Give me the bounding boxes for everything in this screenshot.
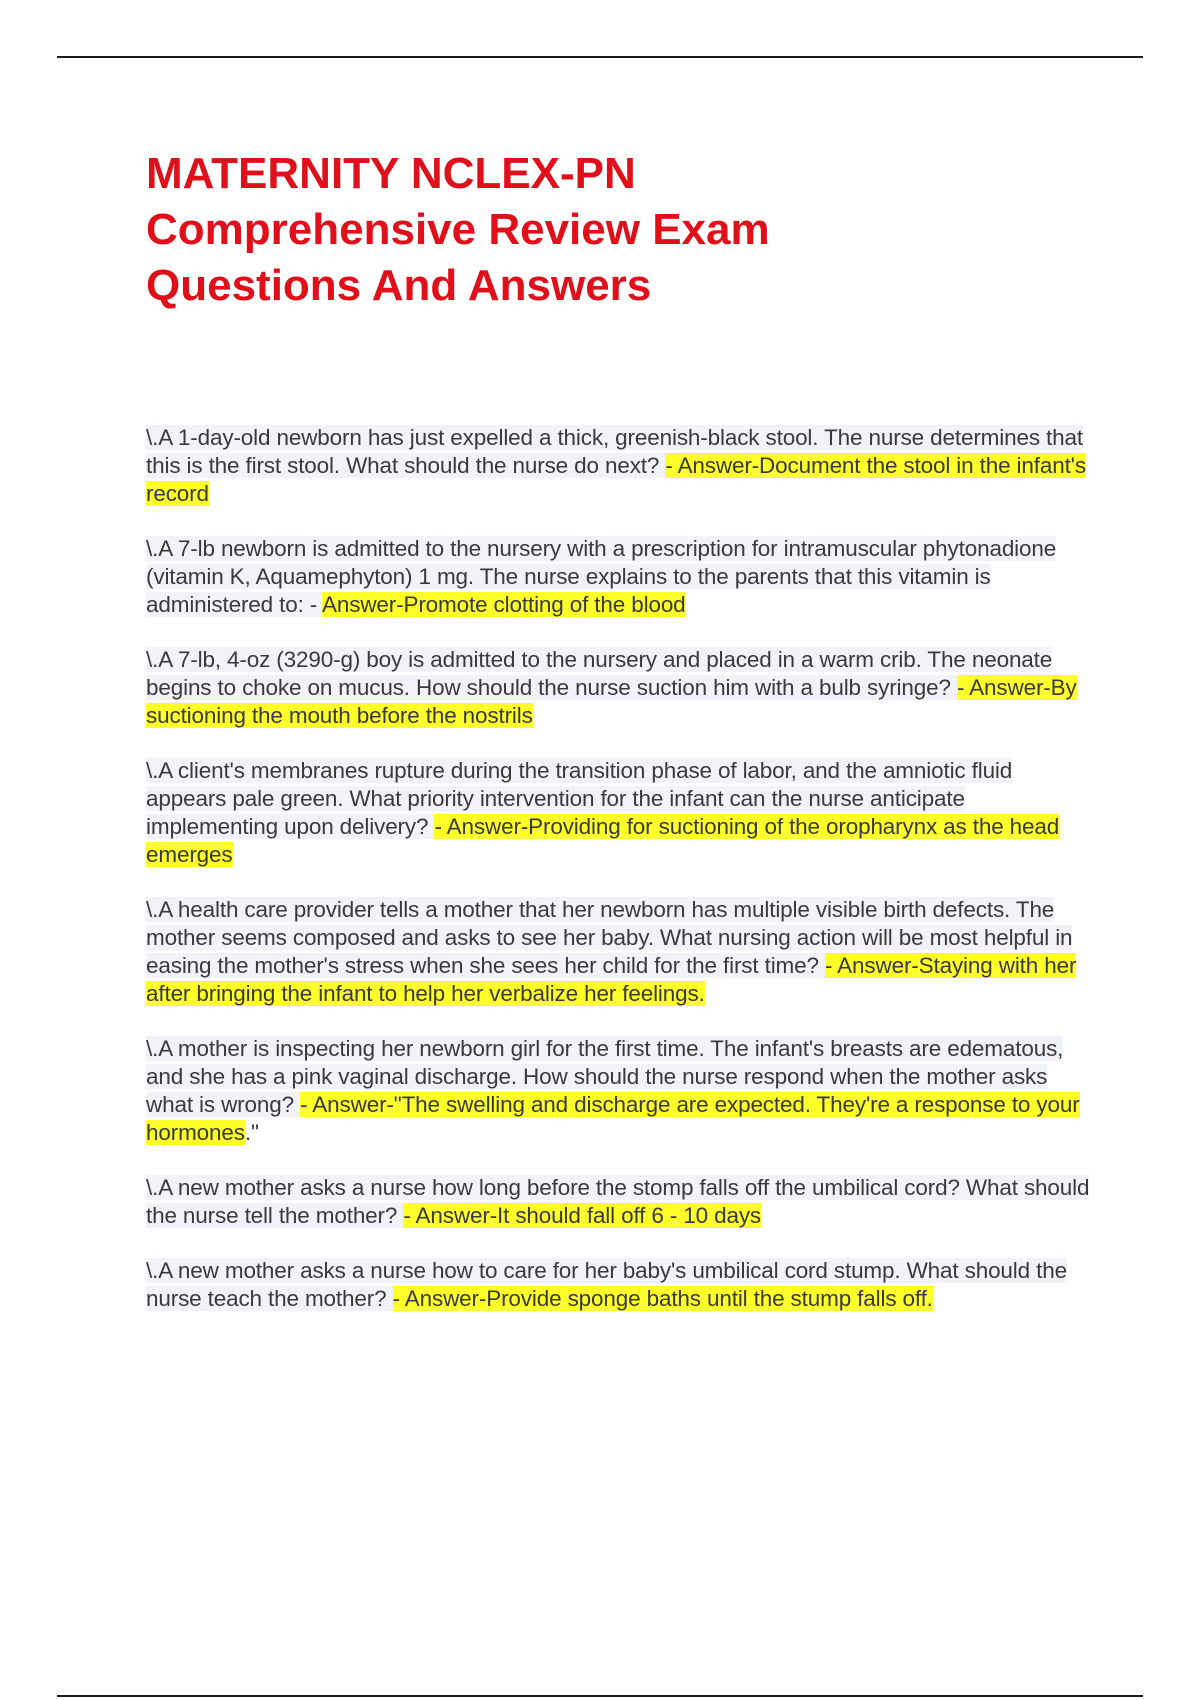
qa-item-5 xyxy=(146,896,1090,1008)
qa-item-4 xyxy=(146,757,1090,869)
title-line-2: Comprehensive Review Exam xyxy=(146,205,770,254)
bottom-rule xyxy=(57,1695,1143,1697)
answer-highlight: Answer-Promote clotting of the blood xyxy=(322,592,686,617)
answer-highlight: - Answer-Provide sponge baths until the stump falls off. xyxy=(392,1286,933,1311)
answer-highlight: - Answer-Document the stool in the infant's record xyxy=(146,453,1086,506)
question-answer-list xyxy=(146,424,1090,1340)
document-title xyxy=(146,146,1046,314)
title-line-1: MATERNITY NCLEX-PN xyxy=(146,149,636,198)
question-text: \.A client's membranes rupture during the transition phase of labor, and the amniotic fluid appears pale green. What priority intervention for the infant can the nurse anticipate implementing upon delivery? xyxy=(146,758,1013,839)
question-text: \.A 7-lb newborn is admitted to the nursery with a prescription for intramuscular phytonadione (vitamin K, Aquamephyton) 1 mg. The nurse explains to the parents that this vitamin is administered to: - xyxy=(146,536,1057,617)
answer-highlight: - Answer-It should fall off 6 - 10 days xyxy=(403,1203,762,1228)
qa-item-3 xyxy=(146,646,1090,730)
qa-item-6 xyxy=(146,1035,1090,1147)
question-text: \.A 7-lb, 4-oz (3290-g) boy is admitted to the nursery and placed in a warm crib. The neonate begins to choke on mucus. How should the nurse suction him with a bulb syringe? xyxy=(146,647,1053,700)
qa-item-2 xyxy=(146,535,1090,619)
question-text: \.A new mother asks a nurse how to care for her baby's umbilical cord stump. What should the nurse teach the mother? xyxy=(146,1258,1067,1311)
question-text: \.A mother is inspecting her newborn girl for the first time. The infant's breasts are edematous, and she has a pink vaginal discharge. How should the nurse respond when the mother asks what is wrong? xyxy=(146,1036,1064,1117)
question-text: \.A 1-day-old newborn has just expelled a thick, greenish-black stool. The nurse determines that this is the first stool. What should the nurse do next? xyxy=(146,425,1083,478)
qa-item-8 xyxy=(146,1257,1090,1313)
answer-highlight: - Answer-Providing for suctioning of the oropharynx as the head emerges xyxy=(146,814,1060,867)
answer-highlight: - Answer-Staying with her after bringing the infant to help her verbalize her feelings. xyxy=(146,953,1077,1006)
answer-tail: ." xyxy=(244,1120,259,1145)
top-rule xyxy=(57,56,1143,58)
answer-highlight: - Answer-"The swelling and discharge are expected. They're a response to your hormones xyxy=(146,1092,1080,1145)
qa-item-7 xyxy=(146,1174,1090,1230)
question-text: \.A new mother asks a nurse how long before the stomp falls off the umbilical cord? What should the nurse tell the mother? xyxy=(146,1175,1090,1228)
qa-item-1 xyxy=(146,424,1090,508)
title-line-3: Questions And Answers xyxy=(146,261,652,310)
question-text: \.A health care provider tells a mother that her newborn has multiple visible birth defects. The mother seems composed and asks to see her baby. What nursing action will be most helpful in easing the mother's stress when she sees her child for the first time? xyxy=(146,897,1073,978)
answer-highlight: - Answer-By suctioning the mouth before the nostrils xyxy=(146,675,1077,728)
